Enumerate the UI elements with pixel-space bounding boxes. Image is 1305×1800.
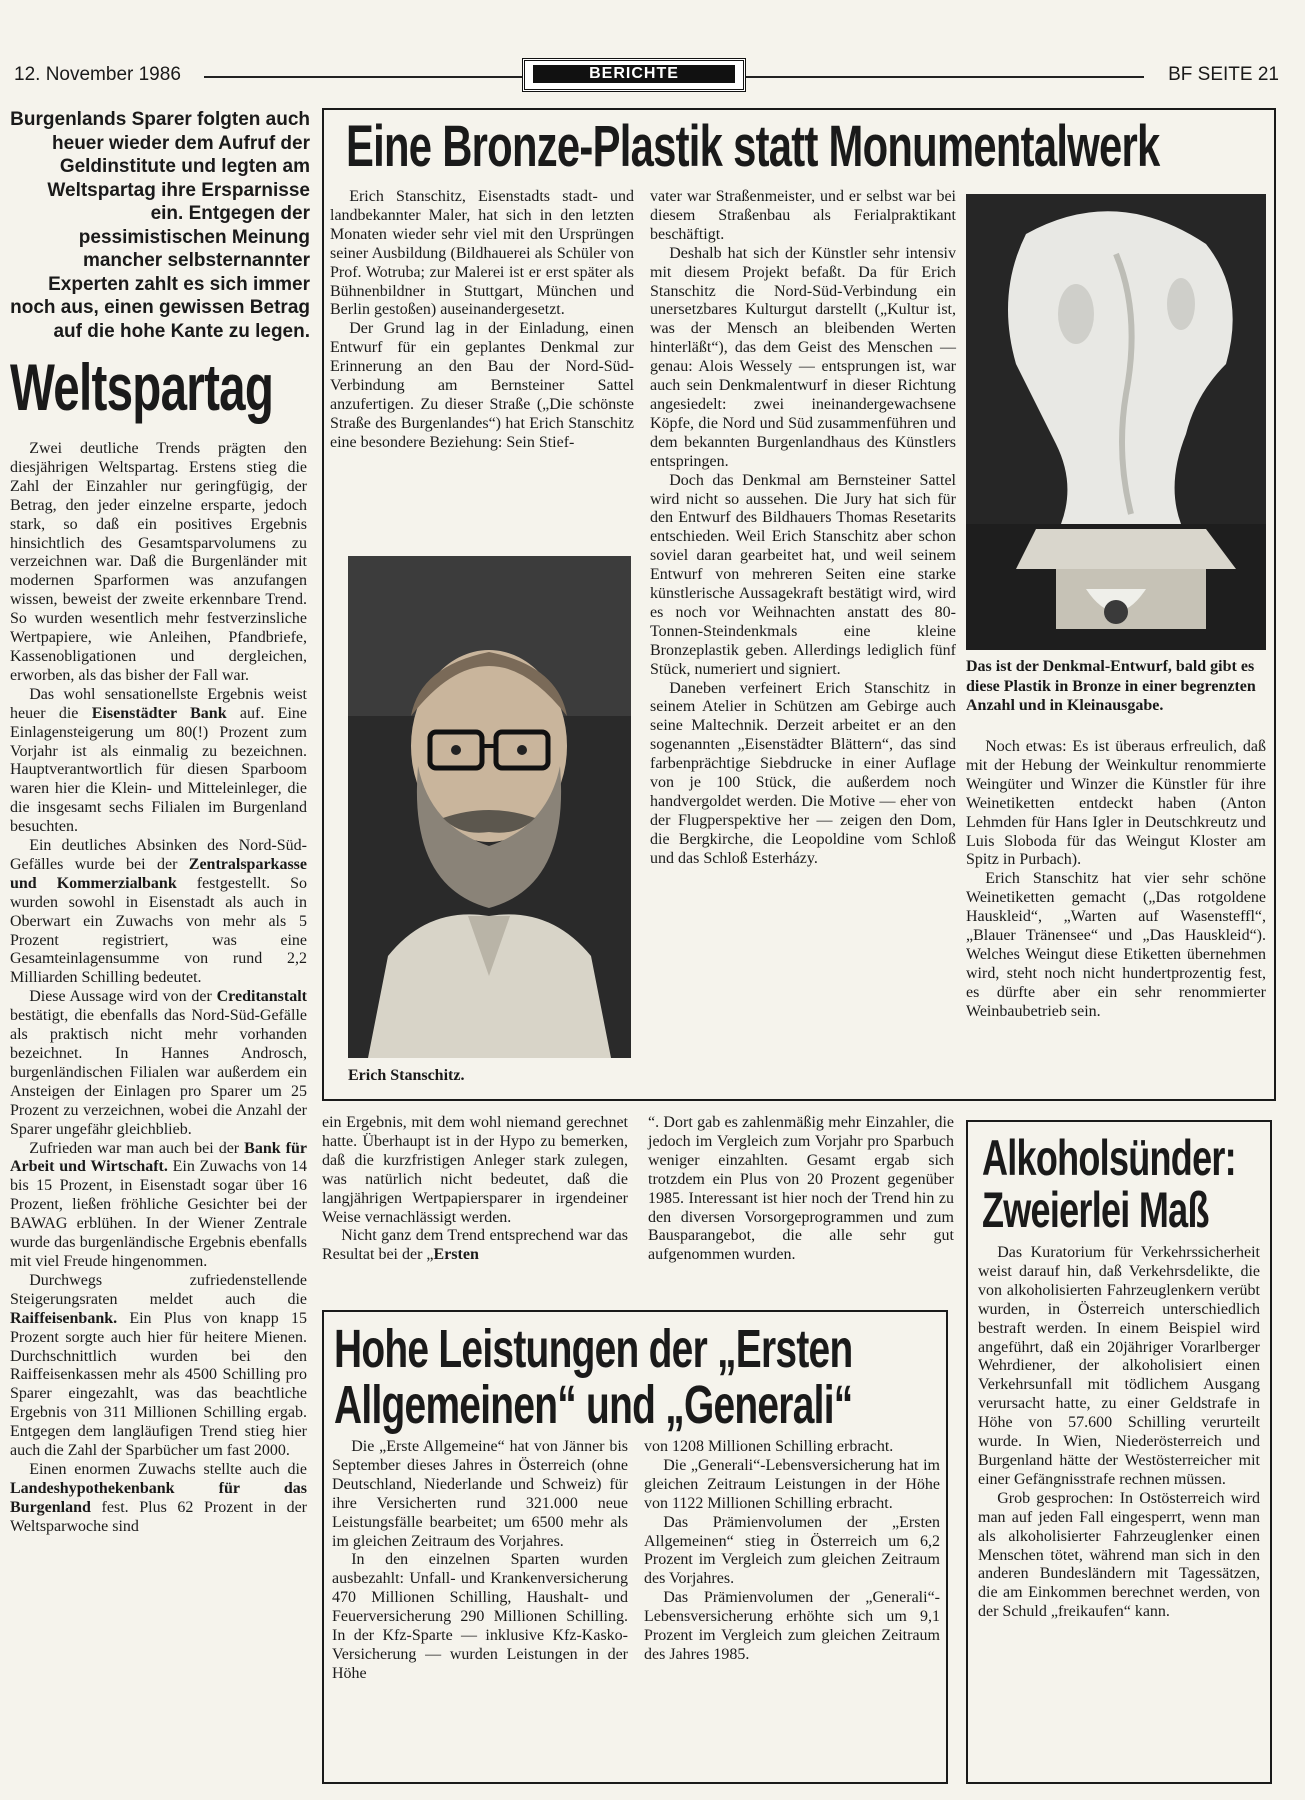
sculpture-caption: Das ist der Denkmal-Entwurf, bald gibt es diese Plastik in Bronze in einer begrenzten Anzahl und in Kleinausgabe. (966, 658, 1256, 714)
insurance-paragraph: Das Prämienvolumen der „Ersten Allgemeinen“ stieg in Österreich um 6,2 Prozent im Vergleich zum gleichen Zeitraum des Vorjahres. (644, 1513, 940, 1588)
insurance-paragraph: Das Prämienvolumen der „Generali“-Lebensversicherung erhöhte sich um 9,1 Prozent im Vergleich zum gleichen Zeitraum des Jahres 1985. (644, 1589, 940, 1663)
weltspartag-headline: Weltspartag (10, 350, 274, 424)
weltspartag-paragraph: Einen enormen Zuwachs stellte auch die Landeshypothekenbank für das Burgenland fest. Plus 62 Prozent in der Weltsparwoche sind (10, 1460, 307, 1535)
weltspartag-paragraph: Durchwegs zufriedenstellende Steigerungsraten meldet auch die Raiffeisenbank. Ein Plus von knapp 15 Prozent sorgte auch hier für heitere Mienen. Durchschnittlich wurden bei den Raiffeisenkassen mehr als 4500 Schilling pro Sparer eingezahlt, was das beachtliche Ergebnis von 311 Millionen Schilling ergab. Entgegen dem langläufigen Trend stieg hier auch die Zahl der Sparbücher um fast 2000. (10, 1271, 307, 1460)
insurance-headline-line-1: Hohe Leistungen der „Ersten (334, 1319, 853, 1379)
bronze-column-2 (650, 188, 956, 869)
bronze-paragraph: Noch etwas: Es ist überaus erfreulich, daß mit der Hebung der Weinkultur renommierte Weingüter und Winzer die Künstler für ihre Weinetiketten entdeckt haben (Anton Lehmden für Hans Igler in Deutschkreutz und Luis Sloboda für das Weingut Kloster am Spitz in Purbach). (966, 738, 1266, 869)
alcohol-paragraph: Das Kuratorium für Verkehrssicherheit weist darauf hin, daß Verkehrsdelikte, die von alkoholisierten Fahrzeuglenkern verübt wurden, in Österreich unterschiedlich bestraft werden. In einem Beispiel wird angeführt, daß ein 20jähriger Vorarlberger Wehrdiener, der alkoholisiert einen Verkehrsunfall mit tödlichem Ausgang verursacht hatte, zu einer Geldstrafe in Höhe von 57.600 Schilling verurteilt wurde. In Wien, Niederösterreich und Burgenland hätte der Westösterreicher mit einer Gefängnisstrafe rechnen müssen. (978, 1244, 1260, 1488)
portrait-illustration (348, 556, 631, 1058)
weltspartag-paragraph: Das wohl sensationellste Ergebnis weist heuer die Eisenstädter Bank auf. Eine Einlagensteigerung um 80(!) Prozent zum Vorjahr ist als einmalig zu bezeichnen. Hauptverantwortlich für diesen Sparboom waren hier die Klein- und Mitteleinleger, die die insgesamt sechs Filialen im Burgenland besuchten. (10, 685, 308, 836)
alcohol-body (978, 1244, 1260, 1622)
bronze-paragraph: Erich Stanschitz, Eisenstadts stadt- und landbekannter Maler, hat sich in den letzten Monaten wieder sehr viel mit den Ursprüngen seiner Ausbildung (Bildhauerei als Schüler von Prof. Wotruba; zur Malerei ist er erst später als Bühnenbildner in Stuttgart, München und Berlin gestoßen) auseinandergesetzt. (330, 188, 634, 319)
bronze-paragraph: vater war Straßenmeister, und er selbst war bei diesem Straßenbau als Ferialpraktikant beschäftigt. (650, 188, 956, 243)
weltspartag-lead: Burgenlands Sparer folgten auch heuer wieder dem Aufruf der Geldinstitute und legten am Weltspartag ihre Ersparnisse ein. Entgegen der pessimistischen Meinung mancher selbsternannter Experten zahlt es sich immer noch aus, einen gewissen Betrag auf die hohe Kante zu legen. (10, 109, 310, 342)
section-rubric (522, 58, 746, 92)
insurance-headline-line-2: Allgemeinen“ und „Generali“ (334, 1375, 853, 1435)
alcohol-paragraph: Grob gesprochen: In Ostösterreich wird man auf jeden Fall eingesperrt, wenn man als alkoholisierter Fahrzeuglenker einen Menschen tötet, während man sich in den anderen Bundesländern mit Tagessätzen, die am Einkommen berechnet werden, von der Schuld „freikaufen“ kann. (978, 1489, 1260, 1621)
weltspartag-paragraph: Diese Aussage wird von der Creditanstalt bestätigt, die ebenfalls das Nord-Süd-Gefälle als praktisch nicht mehr vorhanden bezeichnet. In Hannes Androsch, burgenländischen Filialen war außerdem ein Ansteigen der Einlagen pro Sparer um 25 Prozent zu verzeichnen, wobei die Anzahl der Sparer ungefähr gleichblieb. (10, 988, 307, 1138)
issue-date: 12. November 1986 (14, 64, 181, 85)
weltspartag-paragraph: Zwei deutliche Trends prägten den diesjährigen Weltspartag. Erstens stieg die Zahl der Einzahler nur geringfügig, der Betrag, den jeder einzelne ersparte, jedoch stark, so daß ein positives Ergebnis hinsichtlich des Gesamtsparvolumens zu verzeichnen war. Daß die Burgenländer mit modernen Sparformen was anzufangen wissen, beweist der zweite erkennbare Trend. So wurden wesentlich mehr festverzinsliche Wertpapiere, wie Anleihen, Pfandbriefe, Kassenobligationen und dergleichen, erworben, als das bisher der Fall war. (10, 440, 307, 684)
section-rubric-label: BERICHTE (533, 65, 735, 83)
bronze-paragraph: Doch das Denkmal am Bernsteiner Sattel wird nicht so aussehen. Die Jury hat sich für den Entwurf des Bildhauers Thomas Resetarits entschieden. Weil Erich Stanschitz aber schon soviel daran gearbeitet hat, und weil seinem Entwurf von mehreren Seiten eine starke künstlerische Aussagekraft bestätigt wird, wird es noch vor Weihnachten anstatt des 80-Tonnen-Steindenkmals eine kleine Bronzeplastik geben. Allerdings lediglich fünf Stück, numeriert und signiert. (650, 471, 956, 678)
bronze-paragraph: Erich Stanschitz hat vier sehr schöne Weinetiketten gemacht („Das rotgoldene Hauskleid“, „Warten auf Wasensteffl“, „Blauer Tränensee“ und „Das Hauskleid“). Welches Weingut diese Etiketten übernehmen wird, steht noch nicht hundertprozentig fest, es dürfte aber ein sehr renommierter Weinbaubetrieb sein. (966, 870, 1266, 1020)
masthead-rule-left (204, 76, 522, 78)
weltspartag-body (10, 440, 307, 1537)
insurance-column-2 (644, 1438, 940, 1665)
portrait-photo (348, 556, 631, 1058)
weltspartag-paragraph: “. Dort gab es zahlenmäßig mehr Einzahler, die jedoch im Vergleich zum Vorjahr pro Sparbuch weniger einzahlten. Gesamt ergab sich trotzdem ein Plus von 20 Prozent gegenüber 1985. Interessant ist hier noch der Trend hin zu den diversen Vorsorgeprogrammen und zum Bausparangebot, die alle sehr gut aufgenommen wurden. (648, 1114, 954, 1264)
page-number: BF SEITE 21 (1168, 64, 1279, 85)
sculpture-illustration (966, 194, 1266, 650)
alcohol-headline-line-1: Alkoholsünder: (982, 1130, 1236, 1186)
insurance-column-1 (332, 1438, 628, 1684)
insurance-paragraph: von 1208 Millionen Schilling erbracht. (644, 1438, 894, 1455)
portrait-caption: Erich Stanschitz. (348, 1067, 465, 1084)
bronze-paragraph: Deshalb hat sich der Künstler sehr intensiv mit diesem Projekt befaßt. Da für Erich Stanschitz die Nord-Süd-Verbindung ein unersetzbares Kulturgut darstellt („Kultur ist, was der Mensch an bleibenden Werten hinterläßt“), das dem Geist des Menschen — genau: Alois Wessely — entsprungen ist, war auch sein Denkmalentwurf in dieser Richtung angesiedelt: zwei ineinandergewachsene Köpfe, die Nord und Süd zusammenführen und dem bekannten Burgenlandhaus des Künstlers entspringen. (650, 244, 956, 470)
insurance-paragraph: In den einzelnen Sparten wurden ausbezahlt: Unfall- und Krankenversicherung 470 Millionen Schilling, Haushalt- und Feuerversicherung 290 Millionen Schilling. In der Kfz-Sparte — inklusive Kfz-Kasko-Versicherung — wurden Leistungen in der Höhe (332, 1551, 628, 1682)
alcohol-headline-line-2: Zweierlei Maß (982, 1182, 1209, 1238)
weltspartag-continuation-1 (322, 1114, 628, 1265)
insurance-paragraph: Die „Generali“-Lebensversicherung hat im gleichen Zeitraum Leistungen in der Höhe von 1122 Millionen Schilling erbracht. (644, 1456, 940, 1512)
sculpture-photo (966, 194, 1266, 650)
weltspartag-paragraph: Ein deutliches Absinken des Nord-Süd-Gefälles wurde bei der Zentralsparkasse und Kommerzialbank festgestellt. So wurden sowohl in Eisenstadt als auch in Oberwart ein Zuwachs von mehr als 5 Prozent registriert, was eine Gesamteinlagensumme von rund 2,2 Milliarden Schilling bedeutet. (10, 837, 307, 987)
weltspartag-paragraph: Nicht ganz dem Trend entsprechend war das Resultat bei der „Ersten (322, 1227, 628, 1264)
weltspartag-continuation-2 (648, 1114, 954, 1265)
insurance-paragraph: Die „Erste Allgemeine“ hat von Jänner bis September dieses Jahres in Österreich (ohne Deutschland, Niederlande und Schweiz) für ihre Versicherten rund 321.000 neue Leistungsfälle bearbeitet; um 6500 mehr als im gleichen Zeitraum des Vorjahres. (332, 1438, 628, 1550)
bronze-column-3 (966, 738, 1266, 1022)
bronze-paragraph: Daneben verfeinert Erich Stanschitz in seinem Atelier in Schützen am Gebirge auch seine Maltechnik. Derzeit arbeitet er an den sogenannten „Eisenstädter Blättern“, das sind farbenprächtige Siebdrucke in einer Auflage von je 100 Stück, die außerdem noch handvergoldet werden. Die Motive — eher von der Flugperspektive her — zeigen den Dom, die Bergkirche, die Leopoldine vom Schloß und das Schloß Esterházy. (650, 679, 956, 867)
bronze-column-1 (330, 188, 634, 453)
bronze-headline: Eine Bronze-Plastik statt Monumentalwerk (346, 114, 1160, 179)
weltspartag-paragraph: Zufrieden war man auch bei der Bank für Arbeit und Wirtschaft. Ein Zuwachs von 14 bis 15 Prozent, in Eisenstadt sogar über 16 Prozent, ließen fröhliche Gesichter bei der BAWAG erblühen. In der Wiener Zentrale wurde das burgenländische Ergebnis ebenfalls mit viel Freude hingenommen. (10, 1139, 307, 1270)
weltspartag-paragraph: ein Ergebnis, mit dem wohl niemand gerechnet hatte. Überhaupt ist in der Hypo zu bemerken, daß die kurzfristigen Anleger stark zulegen, was natürlich nicht bedeutet, daß die langjährigen Wertpapiersparer in irgendeiner Weise vernachlässigt werden. (322, 1114, 628, 1226)
bronze-paragraph: Der Grund lag in der Einladung, einen Entwurf für ein geplantes Denkmal zur Erinnerung an den Bau der Nord-Süd-Verbindung am Bernsteiner Sattel anzufertigen. Zu dieser Straße („Die schönste Straße des Burgenlandes“) hat Erich Stanschitz eine besondere Beziehung: Sein Stief- (330, 320, 634, 451)
masthead-rule-right (746, 76, 1144, 78)
